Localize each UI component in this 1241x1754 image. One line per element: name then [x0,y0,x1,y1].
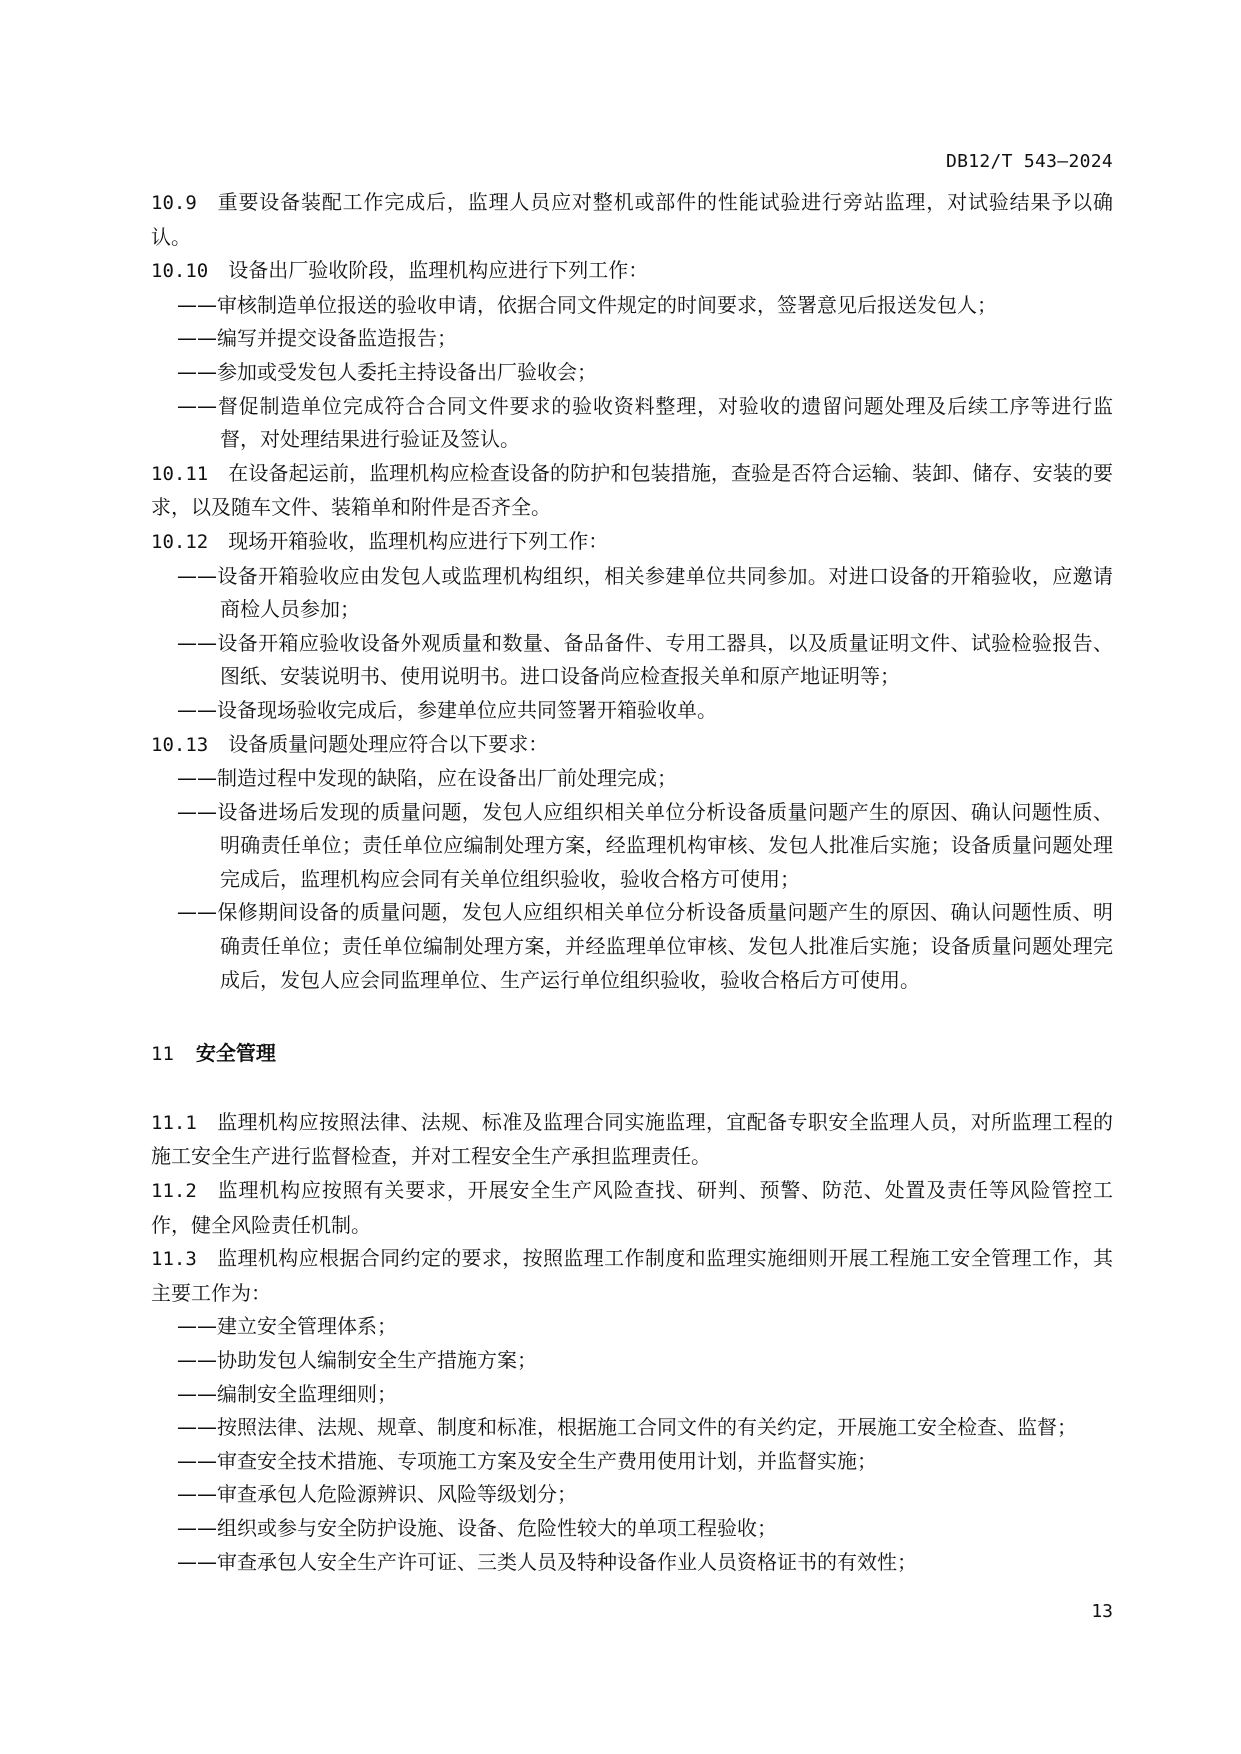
list-item: ——审核制造单位报送的验收申请，依据合同文件规定的时间要求，签署意见后报送发包人； [177,292,997,317]
list-item: ——审查承包人安全生产许可证、三类人员及特种设备作业人员资格证书的有效性； [177,1549,917,1574]
document-code: DB12/T 543—2024 [945,151,1113,172]
clause-paragraph [151,728,1113,763]
clause-number: 10.10 [151,260,209,283]
clause-text: 设备质量问题处理应符合以下要求： [228,731,549,756]
clause-text: 重要设备装配工作完成后，监理人员应对整机或部件的性能试验进行旁站监理，对试验结果予以确认。 [151,190,1113,249]
list-item: ——审查安全技术措施、专项施工方案及安全生产费用使用计划，并监督实施； [177,1448,877,1473]
list-item: ——督促制造单位完成符合合同文件要求的验收资料整理，对验收的遗留问题处理及后续工序等进行监督，对处理结果进行验证及签认。 [177,393,1113,452]
list-item: ——参加或受发包人委托主持设备出厂验收会； [177,359,597,384]
list-item: ——组织或参与安全防护设施、设备、危险性较大的单项工程验收； [177,1515,777,1540]
clause-text: 监理机构应根据合同约定的要求，按照监理工作制度和监理实施细则开展工程施工安全管理工作，其主要工作为： [151,1246,1113,1305]
clause-paragraph [151,525,1113,560]
list-item: ——设备进场后发现的质量问题，发包人应组织相关单位分析设备质量问题产生的原因、确认问题性质、明确责任单位；责任单位应编制处理方案，经监理机构审核、发包人批准后实施；设备质量问题处理完成后，监理机构应会同有关单位组织验收，验收合格方可使用； [177,799,1113,891]
clause-number: 10.12 [151,530,209,553]
clause-paragraph [151,186,1113,254]
clause-number: 11.3 [151,1248,197,1271]
clause-text: 在设备起运前，监理机构应检查设备的防护和包装措施，查验是否符合运输、装卸、储存、安装的要求，以及随车文件、装箱单和附件是否齐全。 [151,460,1113,520]
clause-text: 现场开箱验收，监理机构应进行下列工作： [228,528,609,553]
list-item: ——设备开箱验收应由发包人或监理机构组织，相关参建单位共同参加。对进口设备的开箱验收，应邀请商检人员参加； [177,563,1113,622]
list-item: ——制造过程中发现的缺陷，应在设备出厂前处理完成； [177,766,677,791]
clause-number: 10.9 [151,192,197,214]
section-number: 11 [151,1043,174,1066]
clause-number: 10.13 [151,733,209,756]
clause-number: 11.1 [151,1111,197,1134]
clause-number: 10.11 [151,462,209,485]
list-item: ——审查承包人危险源辨识、风险等级划分； [177,1482,577,1507]
clause-paragraph [151,254,1113,289]
list-item: ——编写并提交设备监造报告； [177,326,457,351]
list-item: ——按照法律、法规、规章、制度和标准，根据施工合同文件的有关约定，开展施工安全检查、监督； [177,1415,1077,1440]
list-item: ——协助发包人编制安全生产措施方案； [177,1348,537,1372]
list-item: ——设备开箱应验收设备外观质量和数量、备品备件、专用工器具，以及质量证明文件、试验检验报告、图纸、安装说明书、使用说明书。进口设备尚应检查报关单和原产地证明等； [177,630,1113,689]
document-body [151,186,1113,1579]
clause-text: 监理机构应按照有关要求，开展安全生产风险查找、研判、预警、防范、处置及责任等风险管控工作，健全风险责任机制。 [151,1178,1113,1237]
list-item: ——建立安全管理体系； [177,1314,397,1339]
clause-number: 11.2 [151,1180,197,1203]
page-number: 13 [1091,1601,1113,1622]
clause-paragraph [151,1242,1113,1310]
list-item: ——设备现场验收完成后，参建单位应共同签署开箱验收单。 [177,697,717,722]
list-item: ——编制安全监理细则； [177,1381,397,1406]
section-heading [151,1037,1113,1072]
clause-text: 监理机构应按照法律、法规、标准及监理合同实施监理，宜配备专职安全监理人员，对所监理工程的施工安全生产进行监督检查，并对工程安全生产承担监理责任。 [151,1109,1113,1169]
clause-paragraph [151,457,1113,525]
clause-paragraph [151,1106,1113,1174]
section-title: 安全管理 [195,1041,276,1066]
clause-paragraph [151,1174,1113,1242]
clause-text: 设备出厂验收阶段，监理机构应进行下列工作： [228,258,649,283]
list-item: ——保修期间设备的质量问题，发包人应组织相关单位分析设备质量问题产生的原因、确认问题性质、明确责任单位；责任单位编制处理方案，并经监理单位审核、发包人批准后实施；设备质量问题处理完成后，发包人应会同监理单位、生产运行单位组织验收，验收合格后方可使用。 [177,900,1113,992]
